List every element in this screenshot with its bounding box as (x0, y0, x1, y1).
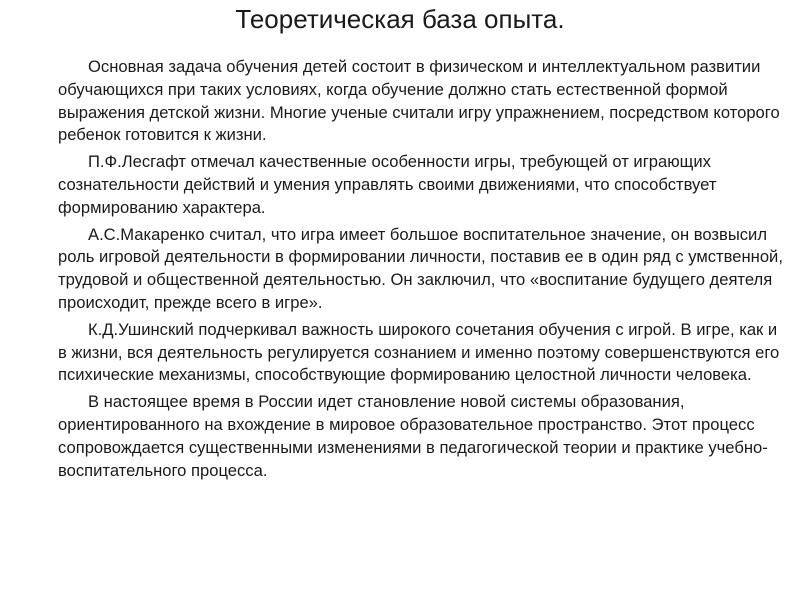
paragraph-lesgaft: П.Ф.Лесгафт отмечал качественные особенности игры, требующей от играющих сознательности действий и умения управлять своими движениями, что способствует формированию характера. (58, 152, 717, 217)
paragraph-modern-russia: В настоящее время в России идет становление новой системы образования, ориентированного на вхождение в мировое образовательное пространство. Этот процесс сопровождается существенными изменениями в педагогической теории и практике учебно-воспитательного процесса. (58, 392, 768, 480)
slide-body (58, 56, 786, 486)
slide-title: Теоретическая база опыта. (235, 4, 565, 34)
paragraph-makarenko: А.С.Макаренко считал, что игра имеет большое воспитательное значение, он возвысил роль игровой деятельности в формировании личности, поставив ее в один ряд с умственной, трудовой и общественной деятельностью. Он заключил, что «воспитание будущего деятеля происходит, прежде всего в игре». (58, 224, 783, 312)
paragraph-ushinsky: К.Д.Ушинский подчеркивал важность широкого сочетания обучения с игрой. В игре, как и в жизни, вся деятельность регулируется сознанием и именно поэтому совершенствуются его психические механизмы, способствующие формированию целостной личности человека. (58, 319, 780, 385)
paragraph-goal: Основная задача обучения детей состоит в физическом и интеллектуальном развитии обучающихся при таких условиях, когда обучение должно стать естественной формой выражения детской жизни. Многие ученые считали игру упражнением, посредством которого ребенок готовится к жизни. (58, 57, 780, 145)
